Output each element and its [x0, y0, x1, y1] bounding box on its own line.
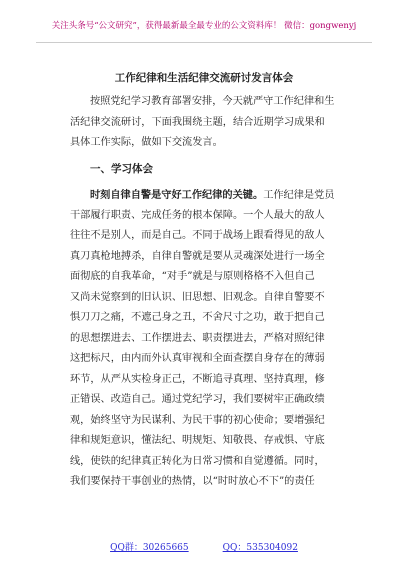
document-title: 工作纪律和生活纪律交流研讨发言体会 [114, 72, 294, 84]
header-divider [36, 42, 372, 43]
intro-line-3: 具体工作实际，做如下交流发言。 [70, 137, 223, 148]
main-line-15: 我们要保持干事创业的热情，以“时时放心不下”的责任 [70, 476, 315, 487]
main-line-1-rest: 工作纪律是党员 [263, 190, 335, 201]
section-heading: 一、学习体会 [90, 163, 153, 175]
main-line-14: 线，使铁的纪律真正转化为日常习惯和自觉遵循。同时， [70, 455, 325, 467]
main-line-9: 这把标尺，由内而外认真审视和全面查摆自身存在的薄弱 [70, 353, 325, 364]
main-line-10: 环节，从严从实检身正己，不断追寻真理、坚持真理，修 [70, 373, 325, 385]
main-line-1 [70, 185, 340, 206]
main-line-2: 干部履行职责、完成任务的根本保障。一个人最大的敌人 [70, 209, 325, 221]
main-line-7: 惧刀刀之痛，不遮己身之丑，不舍尺寸之功，敢于把自己 [70, 312, 325, 323]
footer-qq: QQ：535304092 [222, 543, 298, 553]
footer-qq-group: QQ群：30265665 [110, 543, 189, 553]
intro-line-1: 按照党纪学习教育部署安排，今天就严守工作纪律和生 [90, 96, 335, 107]
intro-paragraph [70, 92, 340, 154]
main-paragraph [70, 185, 340, 493]
main-line-8: 的思想摆进去、工作摆进去、职责摆进去，严格对照纪律 [70, 332, 325, 344]
main-line-5: 面彻底的自我革命，“对手”就是与原则格格不入但自己 [70, 271, 315, 282]
header-banner: 关注头条号“公文研究”，获得最新最全最专业的公文资料库！ 微信：gongwenyj [51, 21, 357, 31]
main-line-3: 往往不是别人，而是自己。不同于战场上跟看得见的敌人 [70, 230, 325, 241]
footer-contact [0, 542, 408, 554]
intro-line-2: 活纪律交流研讨，下面我围绕主题，结合近期学习成果和 [70, 116, 325, 128]
main-line-11: 正错误、改造自己。通过党纪学习，我们要树牢正确政绩 [70, 394, 325, 405]
paragraph-lead-sentence: 时刻自律自警是守好工作纪律的关键。 [90, 189, 264, 201]
main-line-4: 真刀真枪地搏杀，自律自警就是要从灵魂深处进行一场全 [70, 250, 325, 262]
main-line-12: 观，始终坚守为民谋利、为民干事的初心使命；要增强纪 [70, 414, 325, 426]
main-line-13: 律和规矩意识，懂法纪、明规矩、知敬畏、存戒惧、守底 [70, 435, 325, 446]
main-line-6: 又尚未觉察到的旧认识、旧思想、旧观念。自律自警要不 [70, 291, 325, 303]
